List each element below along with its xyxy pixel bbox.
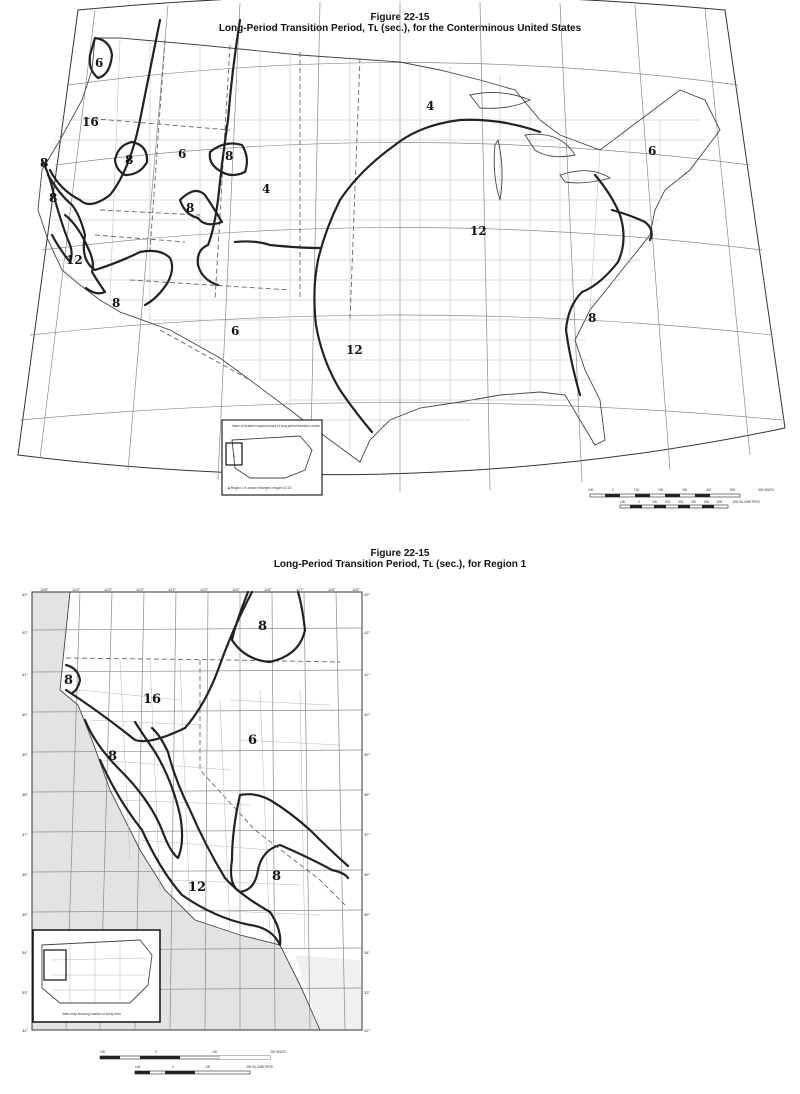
zone-label: 6 bbox=[648, 144, 657, 158]
scale-tick: 400 bbox=[706, 488, 712, 492]
region1-index-inset bbox=[33, 930, 160, 1022]
lat-tick: 33° bbox=[22, 990, 29, 995]
scale-tick: 300 bbox=[682, 488, 688, 492]
scale-tick: 100 bbox=[620, 500, 626, 504]
zone-label: 8 bbox=[225, 149, 234, 163]
lat-tick: 37° bbox=[22, 832, 29, 837]
zone-label: 8 bbox=[186, 201, 195, 215]
scale-tick: 100 bbox=[652, 500, 658, 504]
us-inset-index bbox=[222, 420, 322, 495]
zone-label: 8 bbox=[112, 296, 121, 310]
region1-map bbox=[22, 587, 370, 1074]
scale-tick: 400 bbox=[691, 500, 697, 504]
contour-mountain-4 bbox=[198, 20, 240, 285]
lon-tick: 122° bbox=[136, 587, 145, 592]
scale-tick: 100 bbox=[634, 488, 640, 492]
us-scale-km-labels bbox=[620, 500, 760, 504]
lon-tick: 120° bbox=[200, 587, 209, 592]
zone-label: 8 bbox=[49, 191, 58, 205]
zone-label: 6 bbox=[248, 733, 258, 748]
zone-label: 8 bbox=[64, 673, 74, 688]
scale-tick: 500 bbox=[704, 500, 710, 504]
region1-stateline-north bbox=[66, 658, 340, 662]
scale-tick: 600 bbox=[717, 500, 723, 504]
lat-tick: 32° bbox=[22, 1028, 29, 1033]
us-map-parallels bbox=[20, 63, 782, 421]
scale-tick: 200 bbox=[665, 500, 671, 504]
zone-label: 12 bbox=[66, 253, 83, 267]
zone-label: 6 bbox=[95, 56, 104, 70]
lat-tick: 39° bbox=[364, 752, 371, 757]
zone-label: 16 bbox=[143, 692, 162, 707]
scale-tick: 0 bbox=[172, 1065, 174, 1069]
scale-tick: 0 bbox=[612, 488, 614, 492]
zone-label: 4 bbox=[262, 182, 271, 196]
lat-tick: 38° bbox=[22, 792, 29, 797]
lat-tick: 34° bbox=[364, 950, 371, 955]
zone-label: 8 bbox=[588, 311, 597, 325]
inset-note: ■ Region 1 is shown enlarged in figure 22-15 bbox=[228, 486, 292, 490]
lon-tick: 121° bbox=[168, 587, 177, 592]
scale-tick: 100 bbox=[212, 1050, 218, 1054]
top-figure-title: Long-Period Transition Period, Tʟ (sec.), for the Conterminous United States bbox=[218, 23, 582, 34]
scale-tick: 100 bbox=[205, 1065, 211, 1069]
zone-label: 12 bbox=[346, 343, 363, 357]
scale-tick: 800 KILOMETERS bbox=[733, 500, 760, 504]
us-scale-miles-labels bbox=[588, 488, 774, 492]
lat-tick: 35° bbox=[22, 912, 29, 917]
lat-tick: 37° bbox=[364, 832, 371, 837]
us-scale-bar bbox=[588, 488, 774, 508]
bottom-figure-title: Long-Period Transition Period, Tʟ (sec.), for Region 1 bbox=[273, 559, 527, 570]
lon-tick: 116° bbox=[328, 587, 336, 592]
zone-label: 8 bbox=[108, 749, 118, 764]
zone-label: 4 bbox=[426, 99, 435, 113]
zone-label: 12 bbox=[470, 224, 487, 238]
lon-tick: 117° bbox=[296, 587, 304, 592]
lon-tick: 119° bbox=[232, 587, 240, 592]
scale-tick: 300 bbox=[678, 500, 684, 504]
inset-region-label: 1 bbox=[233, 453, 236, 458]
scale-tick: 100 bbox=[135, 1065, 141, 1069]
lat-tick: 32° bbox=[364, 1028, 371, 1033]
zone-label: 16 bbox=[82, 115, 99, 129]
lon-tick: 123° bbox=[104, 587, 113, 592]
us-outline bbox=[38, 38, 720, 462]
contour-east-12 bbox=[566, 175, 624, 395]
us-zone-labels bbox=[40, 56, 656, 357]
lat-tick: 40° bbox=[364, 712, 371, 717]
lat-tick: 43° bbox=[22, 592, 29, 597]
scale-tick: 100 bbox=[588, 488, 594, 492]
lat-tick: 42° bbox=[364, 630, 371, 635]
region1-scale-bar bbox=[100, 1050, 286, 1074]
lat-tick: 36° bbox=[364, 872, 371, 877]
scale-tick: 200 bbox=[658, 488, 664, 492]
zone-label: 12 bbox=[188, 880, 207, 895]
inset-title: Index of detailed regional maps of long-period transition zones bbox=[232, 424, 320, 428]
lon-tick: 118° bbox=[264, 587, 272, 592]
lon-tick: 126° bbox=[40, 587, 49, 592]
lat-tick: 42° bbox=[22, 630, 29, 635]
scale-tick: 200 MILES bbox=[270, 1050, 286, 1054]
r1-contour-ne-8 bbox=[232, 592, 305, 662]
bottom-figure-number: Figure 22-15 bbox=[370, 548, 430, 559]
scale-tick: 0 bbox=[638, 500, 640, 504]
lat-tick: 43° bbox=[364, 592, 371, 597]
scale-tick: 0 bbox=[155, 1050, 157, 1054]
r1-contour-east-8 bbox=[231, 795, 348, 892]
scale-tick: 200 KILOMETERS bbox=[246, 1065, 273, 1069]
us-map bbox=[18, 0, 785, 508]
contour-central-12 bbox=[314, 120, 540, 432]
zone-label: 8 bbox=[258, 619, 268, 634]
lat-tick: 40° bbox=[22, 712, 29, 717]
zone-label: 8 bbox=[125, 153, 134, 167]
zone-label: 6 bbox=[178, 147, 187, 161]
lat-tick: 33° bbox=[364, 990, 371, 995]
zone-label: 8 bbox=[272, 869, 282, 884]
scale-tick: 100 bbox=[100, 1050, 106, 1054]
region1-lon-ticks bbox=[40, 587, 360, 592]
lon-tick: 115° bbox=[352, 587, 360, 592]
index-caption: Index map showing location of study area bbox=[62, 1012, 121, 1016]
lon-tick: 124° bbox=[72, 587, 81, 592]
contour-ne-6 bbox=[235, 241, 320, 248]
scale-tick: 500 bbox=[730, 488, 736, 492]
zone-label: 8 bbox=[40, 156, 49, 170]
zone-label: 6 bbox=[231, 324, 240, 338]
lat-tick: 41° bbox=[22, 672, 29, 677]
lat-tick: 36° bbox=[22, 872, 29, 877]
us-map-frame bbox=[18, 0, 785, 475]
lat-tick: 39° bbox=[22, 752, 29, 757]
us-county-texture bbox=[48, 40, 705, 450]
us-state-lines bbox=[85, 40, 360, 380]
r1-contour-main bbox=[66, 592, 252, 741]
top-figure-number: Figure 22-15 bbox=[370, 12, 430, 23]
region1-lat-ticks-left bbox=[22, 592, 28, 1033]
lat-tick: 35° bbox=[364, 912, 371, 917]
lat-tick: 34° bbox=[22, 950, 29, 955]
region1-lat-ticks-right bbox=[364, 592, 370, 1033]
lat-tick: 38° bbox=[364, 792, 371, 797]
scale-tick: 600 MILES bbox=[758, 488, 774, 492]
lat-tick: 41° bbox=[364, 672, 371, 677]
